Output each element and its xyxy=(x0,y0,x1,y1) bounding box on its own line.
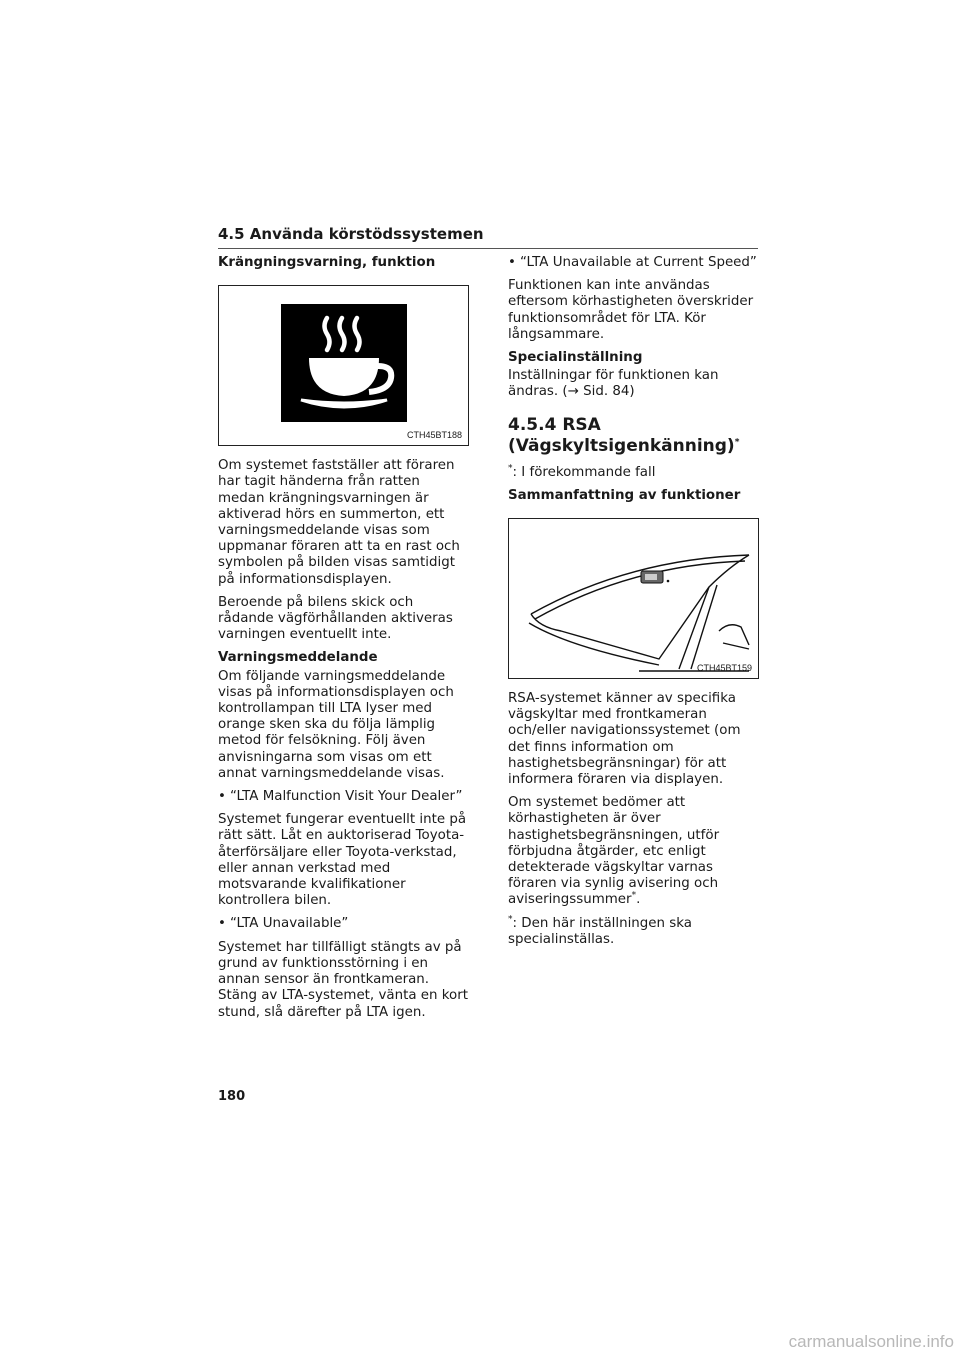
figure-code: CTH45BT159 xyxy=(696,662,752,673)
paragraph: Inställningar för funktionen kan ändras. (→ Sid. 84) xyxy=(508,368,719,400)
bullet-item: • “LTA Malfunction Visit Your Dealer” xyxy=(218,789,468,805)
windshield-camera-figure xyxy=(508,518,759,679)
figure-code: CTH45BT188 xyxy=(406,430,462,440)
paragraph: Om systemet bedömer att körhastigheten är över hastighetsbegränsningen, utför förbjudna åtgärder, etc enligt detekterade vägskyltar varnas föraren via synlig avisering och aviseringssummer*. xyxy=(508,795,720,908)
right-column xyxy=(508,255,758,955)
asterisk: * xyxy=(734,436,740,447)
windshield-illustration xyxy=(509,519,758,678)
section-header-title: 4.5 Använda körstödssystemen xyxy=(218,225,484,243)
section-header xyxy=(218,224,758,249)
paragraph: Funktionen kan inte användas eftersom körhastigheten överskrider funktionsområdet för LTA. Kör långsammare. xyxy=(508,278,754,342)
summary-heading: Sammanfattning av funktioner xyxy=(508,487,741,503)
footnote: *: I förekommande fall xyxy=(508,463,656,480)
coffee-cup-figure xyxy=(218,285,469,446)
paragraph: Systemet har tillfälligt stängts av på grund av funktionsstörning i en annan sensor än frontkameran. Stäng av LTA-systemet, vänta en kort stund, slå därefter på LTA igen. xyxy=(218,939,468,1020)
paragraph: Om systemet fastställer att föraren har tagit händerna från ratten medan krängningsvarningen är aktiverad hörs en summerton, ett varningsmeddelande visas som uppmanar föraren att ta en rast och symbolen på bilden visas samtidigt på informationsdisplayen. xyxy=(218,458,460,587)
paragraph: RSA-systemet känner av specifika vägskyltar med frontkameran och/eller navigationssystemet (om det finns information om hastighetsbegränsningar) för att informera föraren via displayen. xyxy=(508,691,741,788)
footnote: *: Den här inställningen ska specialinställas. xyxy=(508,914,692,947)
bullet-item: • “LTA Unavailable at Current Speed” xyxy=(508,255,758,271)
rsa-section-title: 4.5.4 RSA (Vägskyltsigenkänning)* xyxy=(508,414,740,456)
left-column xyxy=(218,255,468,1028)
page-number: 180 xyxy=(218,1089,246,1104)
paragraph: Om följande varningsmeddelande visas på informationsdisplayen och kontrollampan till LTA lyser med orange sken ska du följa lämplig metod för felsökning. Följ även anvisningarna som visas om ett annat varningsmeddelande visas. xyxy=(218,668,454,781)
paragraph: Beroende på bilens skick och rådande vägförhållanden aktiveras varningen eventuellt inte. xyxy=(218,594,453,643)
roll-warning-heading: Krängningsvarning, funktion xyxy=(218,255,436,270)
paragraph: Systemet fungerar eventuellt inte på rätt sätt. Låt en auktoriserad Toyota-återförsäljare eller Toyota-verkstad, eller annan verkstad med motsvarande kvalifikationer kontrollera bilen. xyxy=(218,812,467,909)
coffee-cup-icon xyxy=(281,304,407,422)
bullet-item: • “LTA Unavailable” xyxy=(218,916,468,932)
warning-message-heading: Varningsmeddelande xyxy=(218,650,378,666)
special-setting-heading: Specialinställning xyxy=(508,350,643,366)
watermark: carmanualsonline.info xyxy=(788,1332,954,1351)
